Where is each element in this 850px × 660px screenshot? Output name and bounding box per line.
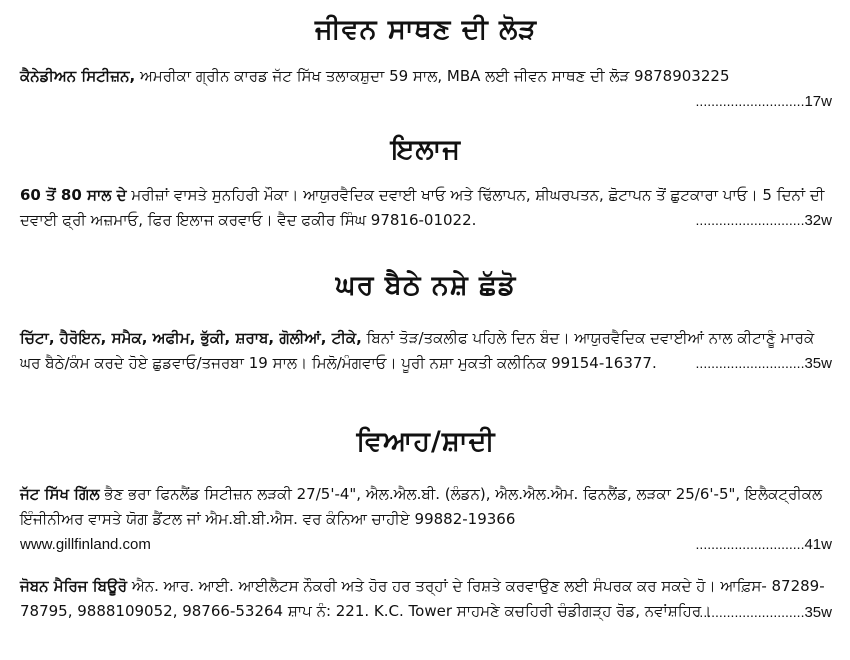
ad-body: ਅਮਰੀਕਾ ਗ੍ਰੀਨ ਕਾਰਡ ਜੱਟ ਸਿੱਖ ਤਲਾਕਸ਼ੁਦਾ 59 ਸਾਲ, MBA ਲਈ ਜੀਵਨ ਸਾਥਣ ਦੀ ਲੋੜ 9878903225 (135, 67, 730, 85)
ad-code (696, 600, 832, 625)
ad-code-value: 35w (804, 355, 832, 372)
ad-code (696, 208, 832, 233)
ad-lead: ਜੱਟ ਸਿੱਖ ਗਿੱਲ (20, 485, 100, 503)
ad-body: ਮਰੀਜ਼ਾਂ ਵਾਸਤੇ ਸੁਨਹਿਰੀ ਮੌਕਾ। ਆਯੁਰਵੈਦਿਕ ਦਵਾਈ ਖਾਓ ਅਤੇ ਢਿੱਲਾਪਨ, ਸ਼ੀਘਰਪਤਨ, ਛੋਟਾਪਨ ਤੋਂ ਛੁਟਕਾਰਾ ਪਾਓ। 5 ਦਿਨਾਂ ਦੀ ਦਵਾਈ ਫ੍ਰੀ ਅਜ਼ਮਾਓ, ਫਿਰ ਇਲਾਜ ਕਰਵਾਓ। ਵੈਦ ਫਕੀਰ ਸਿੰਘ 97816-01022. (20, 186, 825, 229)
ad-code-value: 35w (804, 604, 832, 621)
leader-dots: ............................ (695, 536, 805, 552)
classified-ad (20, 64, 832, 114)
ad-code (696, 89, 832, 114)
classified-ad (20, 574, 832, 625)
section-heading-ilaj: ਇਲਾਜ (390, 134, 462, 165)
ad-body: ਭੈਣ ਭਰਾ ਫਿਨਲੈਂਡ ਸਿਟੀਜ਼ਨ ਲੜਕੀ 27/5'-4", ਐਲ.ਐਲ.ਬੀ. (ਲੰਡਨ), ਐਲ.ਐਲ.ਐਮ. ਫਿਨਲੈਂਡ, ਲੜਕਾ 25/6'-5", ਇਲੈਕਟ੍ਰੀਕਲ ਇੰਜੀਨੀਅਰ ਵਾਸਤੇ ਯੋਗ ਡੈਂਟਲ ਜਾਂ ਐਮ.ਬੀ.ਬੀ.ਐਸ. ਵਰ ਕੰਨਿਆ ਚਾਹੀਏ 99882-19366 (20, 485, 823, 528)
section-heading-nashe-chhado: ਘਰ ਬੈਠੇ ਨਸ਼ੇ ਛੱਡੋ (335, 270, 517, 301)
ad-code-value: 32w (804, 212, 832, 229)
leader-dots: ............................ (695, 212, 805, 228)
classified-ad (20, 326, 832, 376)
ad-text (20, 64, 832, 89)
ad-lead: ਕੈਨੇਡੀਅਨ ਸਿਟੀਜ਼ਨ, (20, 67, 136, 85)
ad-lead: ਜੋਬਨ ਮੈਰਿਜ ਬਿਊਰੋ (20, 577, 128, 595)
ad-body: ਐਨ. ਆਰ. ਆਈ. ਆਈਲੈਟਸ ਨੌਕਰੀ ਅਤੇ ਹੋਰ ਹਰ ਤਰ੍ਹਾਂ ਦੇ ਰਿਸ਼ਤੇ ਕਰਵਾਉਣ ਲਈ ਸੰਪਰਕ ਕਰ ਸਕਦੇ ਹੋ। ਆਫ਼ਿਸ- 87289-78795, 9888109052, 98766-53264 ਸ਼ਾਪ ਨੰ: 221. K.C. Tower ਸਾਹਮਣੇ ਕਚਹਿਰੀ ਚੰਡੀਗੜ੍ਹ ਰੋਡ, ਨਵਾਂਸ਼ਹਿਰ। (20, 577, 825, 620)
ad-lead: 60 ਤੋਂ 80 ਸਾਲ ਦੇ (20, 186, 127, 204)
leader-dots: ............................ (695, 604, 805, 620)
classified-ad (20, 482, 832, 557)
ad-code-value: 41w (804, 536, 832, 553)
ad-code (696, 532, 832, 557)
section-heading-jeevan-sathan: ਜੀਵਨ ਸਾਥਣ ਦੀ ਲੋੜ (314, 14, 538, 45)
ad-lead: ਚਿੱਟਾ, ਹੈਰੋਇਨ, ਸਮੈਕ, ਅਫੀਮ, ਭੁੱਕੀ, ਸ਼ਰਾਬ, ਗੋਲੀਆਂ, ਟੀਕੇ, (20, 329, 362, 347)
section-heading-viah-shadi: ਵਿਆਹ/ਸ਼ਾਦੀ (356, 426, 496, 457)
classified-ad (20, 183, 832, 233)
ad-footer (20, 89, 832, 114)
ad-body: ਬਿਨਾਂ ਤੋੜ/ਤਕਲੀਫ ਪਹਿਲੇ ਦਿਨ ਬੰਦ। ਆਯੁਰਵੈਦਿਕ ਦਵਾਈਆਂ ਨਾਲ ਕੀਟਾਣੂੰ ਮਾਰਕੇ ਘਰ ਬੈਠੇ/ਕੰਮ ਕਰਦੇ ਹੋਏ ਛੁਡਵਾਓ/ਤਜਰਬਾ 19 ਸਾਲ। ਮਿਲੋ/ਮੰਗਵਾਓ। ਪੂਰੀ ਨਸ਼ਾ ਮੁਕਤੀ ਕਲੀਨਿਕ 99154-16377. (20, 329, 815, 372)
ad-code (696, 351, 832, 376)
ad-code-value: 17w (804, 93, 832, 110)
ad-footer (20, 532, 832, 557)
ad-website: www.gillfinland.com (20, 536, 151, 553)
leader-dots: ............................ (695, 355, 805, 371)
ad-text (20, 482, 832, 532)
leader-dots: ............................ (695, 93, 805, 109)
